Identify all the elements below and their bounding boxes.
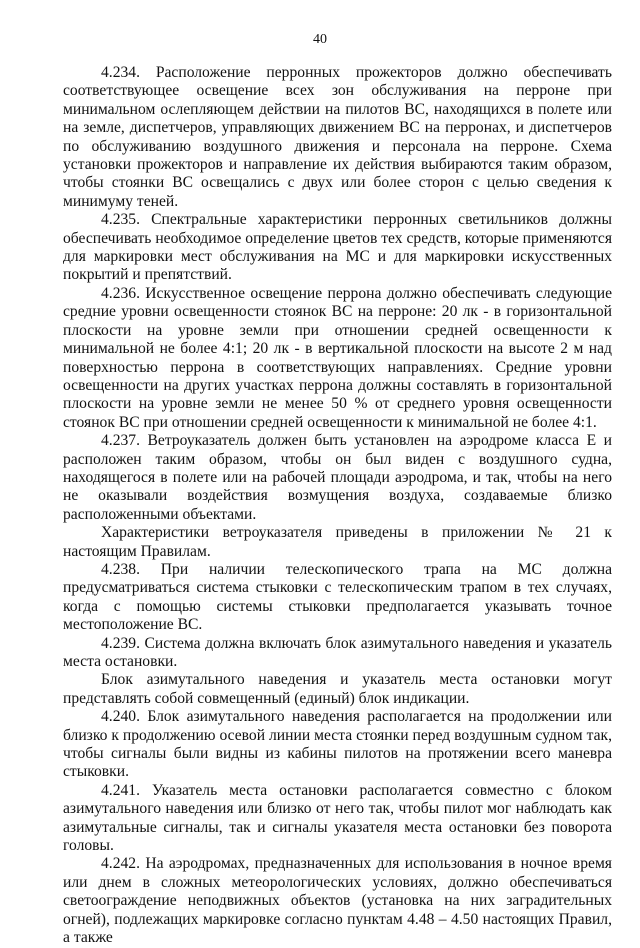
paragraph-4-239: [63, 635, 612, 672]
paragraph-number: 4.239.: [101, 634, 140, 652]
paragraph-number: 4.240.: [101, 708, 140, 726]
paragraph-text: Блок азимутального наведения и указатель места остановки могут представлять собой совмещенный (единый) блок индикации.: [63, 671, 612, 707]
paragraph-4-240: [63, 708, 612, 782]
paragraph-4-241: [63, 782, 612, 856]
paragraph-text: На аэродромах, предназначенных для использования в ночное время или днем в сложных метеорологических условиях, должно обеспечиваться светоограждение неподвижных объектов (установка на них заградительных огней), подлежащих маркировке согласно пунктам 4.48 – 4.50 настоящих Правил, а также: [63, 855, 612, 947]
paragraph-text: Указатель места остановки располагается совместно с блоком азимутального наведения или близко от него так, чтобы пилот мог наблюдать как азимутальные сигналы, так и сигналы указателя места остановки без поворота головы.: [63, 781, 612, 855]
paragraph-4-242: [63, 855, 612, 947]
paragraph-number: 4.237.: [101, 432, 140, 450]
paragraph-text: Искусственное освещение перрона должно обеспечивать следующие средние уровни освещенности стоянок ВС на перроне: 20 лк - в горизонтальной плоскости на уровне земли при отношении средней освещенности к минимальной не более 4:1; 20 лк - в вертикальной плоскости на высоте 2 м над поверхностью перрона в соответствующих направлениях. Средние уровни освещенности на других участках перрона должны составлять в горизонтальной плоскости на уровне земли не менее 50 % от среднего уровня освещенности стоянок ВС при отношении средней освещенности к минимальной не более 4:1.: [63, 284, 612, 431]
page-number: 40: [313, 32, 327, 47]
paragraph-text: Система должна включать блок азимутального наведения и указатель места остановки.: [63, 634, 612, 670]
paragraph-4-236: [63, 285, 612, 432]
paragraph-text: Спектральные характеристики перронных светильников должны обеспечивать необходимое определение цветов тех средств, которые применяются для маркировки мест обслуживания на МС и для маркировки искусственных покрытий и препятствий.: [63, 211, 612, 284]
paragraph-number: 4.234.: [101, 64, 140, 81]
paragraph-text: Расположение перронных прожекторов должно обеспечивать соответствующее освещение всех зон обслуживания на перроне при минимальном ослепляющем действии на пилотов ВС, находящихся в полете или на земле, диспетчеров, управляющих движением ВС на перронах, и диспетчеров по обслуживанию воздушного движения и персонала на перроне. Схема установки прожекторов и направление их действия выбираются таким образом, чтобы стоянки ВС освещались с двух или более сторон с целью сведения к минимуму теней.: [63, 64, 612, 210]
document-body: [63, 64, 612, 948]
paragraph-windsock-characteristics: [63, 524, 612, 561]
paragraph-text: Блок азимутального наведения располагается на продолжении или близко к продолжению осевой линии места стоянки перед воздушным судном так, чтобы сигналы были видны из кабины пилотов на протяжении всего маневра стыковки.: [63, 708, 612, 781]
paragraph-text: Ветроуказатель должен быть установлен на аэродроме класса Е и расположен таким образом, чтобы он был виден с воздушного судна, находящегося в полете или на рабочей площади аэродрома, и так, чтобы на него не оказывали воздействия возмущения воздуха, создаваемые близко расположенными объектами.: [63, 432, 612, 523]
paragraph-text: Характеристики ветроуказателя приведены в приложении № 21 к настоящим Правилам.: [63, 524, 612, 560]
paragraph-4-235: [63, 211, 612, 285]
paragraph-4-234: [63, 64, 612, 211]
paragraph-number: 4.241.: [101, 781, 140, 799]
paragraph-4-237: [63, 432, 612, 524]
paragraph-combined-unit: [63, 671, 612, 708]
paragraph-number: 4.235.: [101, 211, 140, 229]
paragraph-number: 4.236.: [101, 284, 140, 302]
paragraph-text: При наличии телескопического трапа на МС должна предусматриваться система стыковки с телескопическим трапом в тех случаях, когда с помощью системы стыковки предполагается указывать точное местоположение ВС.: [63, 560, 613, 634]
paragraph-number: 4.238.: [101, 560, 140, 578]
paragraph-number: 4.242.: [101, 855, 140, 873]
paragraph-4-238: [63, 561, 612, 635]
